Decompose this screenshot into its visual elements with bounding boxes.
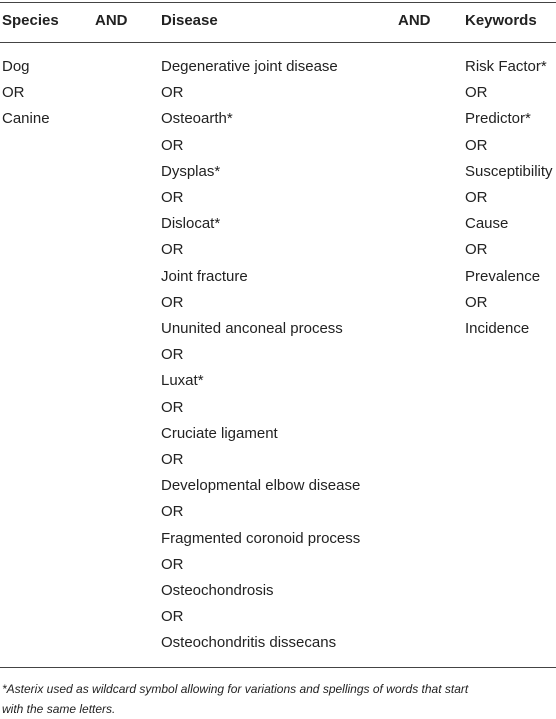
footnote-line-1: *Asterix used as wildcard symbol allowing for variations and spellings of words that start [2,682,469,696]
keyword-operator: OR [465,293,488,311]
header-disease: Disease [161,12,218,29]
table-top-rule [0,2,556,3]
disease-operator: OR [161,555,184,573]
header-keywords: Keywords [465,12,537,29]
keyword-operator: OR [465,84,488,102]
disease-term: Osteochondritis dissecans [161,634,337,652]
keyword-term: Predictor* [465,110,531,128]
keyword-term: Incidence [465,320,530,337]
disease-operator: OR [161,136,184,154]
disease-term: Joint fracture [161,267,248,285]
disease-operator: OR [161,608,184,626]
disease-operator: OR [161,241,184,259]
disease-operator: OR [161,189,184,206]
keyword-term: Prevalence [465,267,541,285]
disease-operator: OR [161,293,184,311]
disease-operator: OR [161,346,184,364]
disease-term: Dysplas* [161,162,221,180]
disease-term: Osteochondrosis [161,582,274,599]
footnote-line-2: with the same letters. [2,702,116,716]
disease-term: Cruciate ligament [161,424,278,442]
keyword-term: Susceptibility [465,162,553,180]
species-operator: OR [2,84,25,102]
disease-operator: OR [161,398,184,416]
disease-operator: OR [161,84,184,102]
header-and-2: AND [398,12,431,29]
disease-term: Fragmented coronoid process [161,529,361,547]
species-term: Dog [2,58,30,75]
disease-operator: OR [161,503,184,521]
keyword-operator: OR [465,241,488,259]
header-and-1: AND [95,12,128,29]
disease-term: Luxat* [161,372,204,390]
keyword-term: Risk Factor* [465,58,547,75]
disease-operator: OR [161,451,184,468]
disease-term: Ununited anconeal process [161,320,343,337]
header-species: Species [2,12,59,29]
keyword-term: Cause [465,215,509,233]
disease-term: Dislocat* [161,215,221,233]
disease-term: Osteoarth* [161,110,233,128]
species-term: Canine [2,110,50,128]
keyword-operator: OR [465,189,488,206]
keyword-operator: OR [465,136,488,154]
disease-term: Degenerative joint disease [161,58,338,75]
disease-term: Developmental elbow disease [161,477,361,495]
table-bottom-rule [0,667,556,668]
header-bottom-rule [0,42,556,43]
